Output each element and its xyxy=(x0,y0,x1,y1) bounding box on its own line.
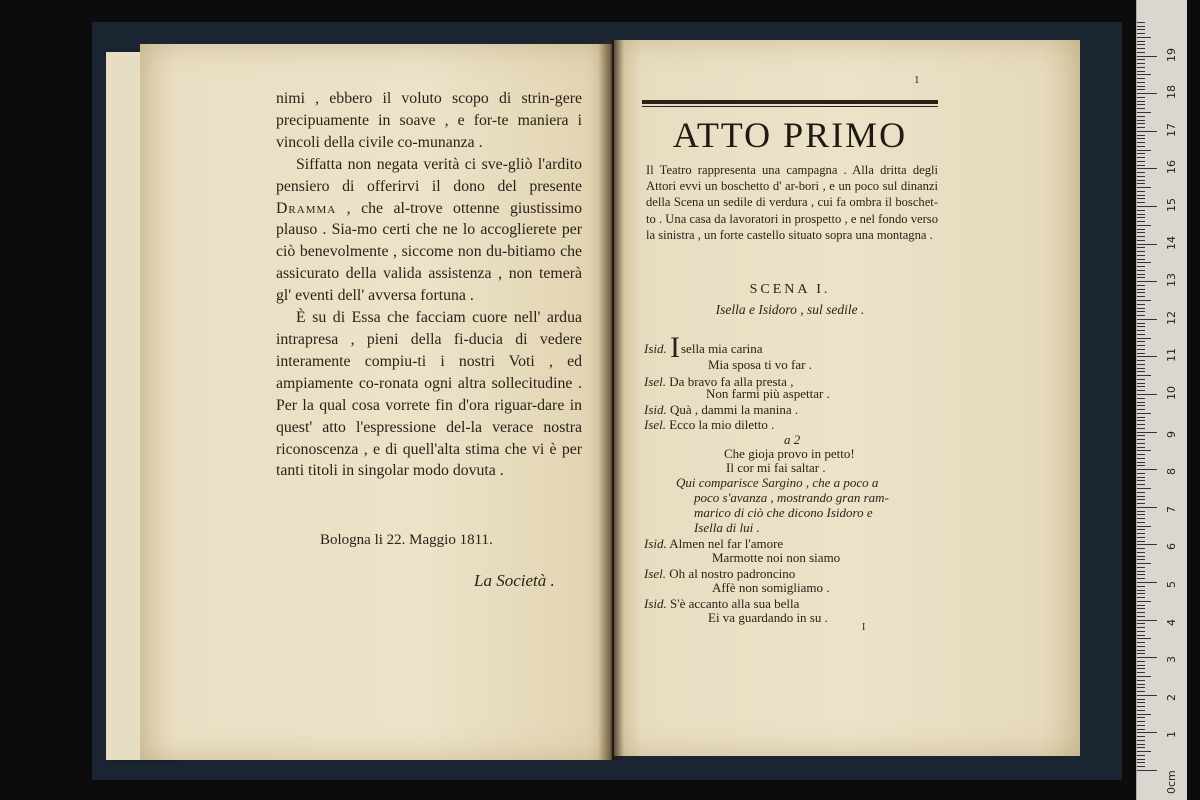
drop-cap: I xyxy=(670,331,680,364)
ruler-tick xyxy=(1137,97,1145,98)
ruler-tick xyxy=(1137,195,1145,196)
book-gutter xyxy=(598,40,624,760)
ruler-tick xyxy=(1137,620,1157,621)
ruler-tick xyxy=(1137,289,1145,290)
ruler-tick xyxy=(1137,480,1145,481)
ruler-tick xyxy=(1137,747,1145,748)
ruler-tick xyxy=(1137,78,1145,79)
dialogue-line: Isid. Almen nel far l'amore xyxy=(644,536,784,551)
ruler-tick xyxy=(1137,206,1157,207)
ruler-label: 13 xyxy=(1165,273,1178,288)
speaker: Isel. xyxy=(644,417,667,432)
ruler-tick xyxy=(1137,755,1145,756)
ruler-tick xyxy=(1137,665,1145,666)
speaker: Isel. xyxy=(644,374,667,389)
dialogue-line: Isel. Ecco la mio diletto . xyxy=(644,417,775,432)
ruler-tick xyxy=(1137,104,1145,105)
ruler-tick xyxy=(1137,161,1145,162)
ruler-tick xyxy=(1137,608,1145,609)
ruler-tick xyxy=(1137,82,1145,83)
ruler-tick xyxy=(1137,702,1145,703)
ruler-tick xyxy=(1137,274,1145,275)
ruler-tick xyxy=(1137,511,1145,512)
ruler-tick xyxy=(1137,63,1145,64)
ruler-tick xyxy=(1137,202,1145,203)
small-caps-word: Dramma xyxy=(276,199,337,217)
ruler-tick xyxy=(1137,405,1145,406)
ruler-label: 8 xyxy=(1165,468,1178,476)
ruler-tick xyxy=(1137,236,1145,237)
ruler-tick xyxy=(1137,732,1157,733)
ruler-tick xyxy=(1137,529,1145,530)
ruler-tick xyxy=(1137,71,1145,72)
ruler-label: 0cm xyxy=(1165,770,1178,794)
ruler-tick xyxy=(1137,684,1145,685)
stage-direction: Il Teatro rappresenta una campagna . Alla dritta degli Attori evvi un boschetto d' ar-bori , e un poco sul dinanzi della Scena un sedile di verdura , cui fa ombra il boschet-to . Una casa da lavoratori in prospetto , e nel fondo verso la sinistra , un forte castello situato sopra una montagna . xyxy=(646,163,938,242)
ruler-tick xyxy=(1137,770,1157,771)
ruler-tick xyxy=(1137,710,1145,711)
ruler-tick xyxy=(1137,390,1145,391)
ruler-tick xyxy=(1137,496,1145,497)
ruler-tick xyxy=(1137,341,1145,342)
ruler-tick xyxy=(1137,687,1145,688)
ruler-tick xyxy=(1137,402,1145,403)
ruler-tick xyxy=(1137,650,1145,651)
ruler-tick xyxy=(1137,217,1145,218)
ruler-label: 4 xyxy=(1165,618,1178,626)
ruler-label: 1 xyxy=(1165,731,1178,739)
ruler-tick xyxy=(1137,116,1145,117)
ruler-tick xyxy=(1137,67,1145,68)
ruler-tick xyxy=(1137,379,1145,380)
ruler-tick xyxy=(1137,146,1145,147)
ruler-tick xyxy=(1137,225,1151,226)
ruler-tick xyxy=(1137,41,1145,42)
ruler-tick xyxy=(1137,759,1145,760)
ruler-tick xyxy=(1137,345,1145,346)
ruler-tick xyxy=(1137,394,1157,395)
ruler-tick xyxy=(1137,578,1145,579)
ruler-tick xyxy=(1137,127,1145,128)
ruler-tick xyxy=(1137,695,1157,696)
ruler-tick xyxy=(1137,44,1145,45)
paragraph: nimi , ebbero il voluto scopo di strin-gere precipuamente in soave , e for-te maniera i vincoli della civile co-munanza . xyxy=(276,90,582,151)
ruler-label: 17 xyxy=(1165,122,1178,137)
ruler-tick xyxy=(1137,281,1157,282)
ruler-tick xyxy=(1137,59,1145,60)
ruler-tick xyxy=(1137,518,1145,519)
ruler-tick xyxy=(1137,26,1145,27)
ruler-tick xyxy=(1137,657,1157,658)
ruler-tick xyxy=(1137,473,1145,474)
ruler-tick xyxy=(1137,123,1145,124)
ruler-tick xyxy=(1137,635,1145,636)
ruler-tick xyxy=(1137,661,1145,662)
ruler-tick xyxy=(1137,356,1157,357)
ruler-label: 18 xyxy=(1165,85,1178,100)
ruler-tick xyxy=(1137,270,1145,271)
ruler-tick xyxy=(1137,450,1151,451)
ruler-tick xyxy=(1137,706,1145,707)
ruler-tick xyxy=(1137,311,1145,312)
ruler-tick xyxy=(1137,590,1145,591)
ruler-tick xyxy=(1137,300,1151,301)
ruler-label: 19 xyxy=(1165,47,1178,62)
ruler-label: 2 xyxy=(1165,693,1178,701)
ruler-tick xyxy=(1137,556,1145,557)
paragraph: È su di Essa che facciam cuore nell' ardua intrapresa , pieni della fi-ducia di vedere interamente compiu-ti i nostri Voti , ed ampiamente co-ronata ogni altra sollecitudine . Per la qual cosa vorrete fin d'ora riguar-dare in quest' atto l'espressione del-la verace nostra riconoscenza , e di quell'alta stima che vi è per tanti titoli in singolar modo dovuta . xyxy=(276,309,582,480)
ruler-tick xyxy=(1137,526,1151,527)
ruler-label: 14 xyxy=(1165,235,1178,250)
ruler-tick xyxy=(1137,29,1145,30)
ruler-tick xyxy=(1137,172,1145,173)
ruler-tick xyxy=(1137,428,1145,429)
ruler-tick xyxy=(1137,108,1145,109)
ruler-tick xyxy=(1137,563,1151,564)
ruler-label: 6 xyxy=(1165,543,1178,551)
dialogue-line: Ei va guardando in su . xyxy=(708,610,828,625)
ruler-tick xyxy=(1137,691,1145,692)
ruler-tick xyxy=(1137,368,1145,369)
ruler-tick xyxy=(1137,74,1151,75)
ruler-tick xyxy=(1137,247,1145,248)
ruler-tick xyxy=(1137,582,1157,583)
scene-heading: SCENA I. xyxy=(749,282,831,297)
ruler-tick xyxy=(1137,413,1151,414)
ruler-tick xyxy=(1137,142,1145,143)
ruler-tick xyxy=(1137,153,1145,154)
ruler-tick xyxy=(1137,353,1145,354)
ruler-tick xyxy=(1137,168,1157,169)
dialogue-line: Isid. Quà , dammi la manina . xyxy=(644,402,799,417)
ruler-tick xyxy=(1137,462,1145,463)
ruler-tick xyxy=(1137,56,1157,57)
ruler-tick xyxy=(1137,255,1145,256)
ruler-tick xyxy=(1137,616,1145,617)
ruler-tick xyxy=(1137,232,1145,233)
ruler-tick xyxy=(1137,131,1157,132)
dialogue-line: Isel. Oh al nostro padroncino xyxy=(644,566,796,581)
ruler-tick xyxy=(1137,465,1145,466)
ruler-tick xyxy=(1137,334,1145,335)
ruler-tick xyxy=(1137,360,1145,361)
ruler-tick xyxy=(1137,251,1145,252)
dialogue-line: Affè non somigliamo . xyxy=(712,580,830,595)
ruler-label: 10 xyxy=(1165,386,1178,400)
ruler-tick xyxy=(1137,417,1145,418)
ruler-tick xyxy=(1137,266,1145,267)
ruler-tick xyxy=(1137,37,1151,38)
ruler-tick xyxy=(1137,383,1145,384)
dialogue-line: Non farmi più aspettar . xyxy=(706,386,830,401)
ruler-tick xyxy=(1137,514,1145,515)
ruler-tick xyxy=(1137,262,1151,263)
speaker: Isid. xyxy=(644,596,667,611)
ruler-tick xyxy=(1137,601,1151,602)
ruler-tick xyxy=(1137,454,1145,455)
speaker: Isid. xyxy=(644,402,667,417)
header-rule xyxy=(642,100,938,104)
left-page-text xyxy=(276,88,582,482)
stage-note: poco s'avanza , mostrando gran ram- xyxy=(694,490,889,505)
ruler-tick xyxy=(1137,22,1145,23)
ruler-tick xyxy=(1137,469,1157,470)
ruler-tick xyxy=(1137,187,1151,188)
ruler-tick xyxy=(1137,375,1151,376)
ruler-label: 3 xyxy=(1165,656,1178,664)
ruler-tick xyxy=(1137,680,1145,681)
ruler-tick xyxy=(1137,364,1145,365)
ruler-tick xyxy=(1137,308,1145,309)
signature: La Società . xyxy=(474,571,555,590)
ruler-tick xyxy=(1137,699,1145,700)
ruler-tick xyxy=(1137,244,1157,245)
ruler-tick xyxy=(1137,627,1145,628)
ruler-label: 9 xyxy=(1165,430,1178,438)
ruler-tick xyxy=(1137,537,1145,538)
ruler-tick xyxy=(1137,751,1151,752)
ruler-tick xyxy=(1137,435,1145,436)
ruler-label: 16 xyxy=(1165,160,1178,175)
ruler-tick xyxy=(1137,544,1157,545)
ruler-tick xyxy=(1137,101,1145,102)
ruler-tick xyxy=(1137,533,1145,534)
ruler-tick xyxy=(1137,304,1145,305)
ruler-tick xyxy=(1137,488,1151,489)
ruler-tick xyxy=(1137,714,1151,715)
ruler-label: 7 xyxy=(1165,505,1178,513)
paragraph: Siffatta non negata verità ci sve-gliò l'ardito pensiero di offerirvi il dono del presente Dramma , che al-trove ottenne giustissimo plauso . Sia-mo certi che ne lo accoglierete per ciò benevolmente , siccome non du-bitiamo che assicurato della valida assistenza , non temerà gl' eventi dell' avversa fortuna . xyxy=(276,155,582,305)
ruler-tick xyxy=(1137,424,1145,425)
ruler-tick xyxy=(1137,277,1145,278)
ruler-tick xyxy=(1137,371,1145,372)
ruler-tick xyxy=(1137,210,1145,211)
ruler-tick xyxy=(1137,717,1145,718)
ruler-tick xyxy=(1137,398,1145,399)
ruler-tick xyxy=(1137,330,1145,331)
ruler-tick xyxy=(1137,86,1145,87)
ruler-tick xyxy=(1137,33,1145,34)
ruler-tick xyxy=(1137,541,1145,542)
ruler-tick xyxy=(1137,214,1145,215)
ruler-tick xyxy=(1137,326,1145,327)
ruler-tick xyxy=(1137,157,1145,158)
dialogue-line: Isel. Da bravo fa alla presta , xyxy=(644,374,794,389)
ruler-tick xyxy=(1137,183,1145,184)
ruler-tick xyxy=(1137,93,1157,94)
act-title: ATTO PRIMO xyxy=(672,115,908,155)
ruler-tick xyxy=(1137,349,1145,350)
ruler-tick xyxy=(1137,285,1145,286)
ruler-tick xyxy=(1137,198,1145,199)
ruler-tick xyxy=(1137,638,1151,639)
ruler-label: 12 xyxy=(1165,310,1178,325)
dialogue-line: Isid. Isella mia carina xyxy=(644,331,763,364)
ruler-tick xyxy=(1137,432,1157,433)
ruler-tick xyxy=(1137,135,1145,136)
speaker: Isid. xyxy=(644,536,667,551)
ruler-tick xyxy=(1137,548,1145,549)
ruler-tick xyxy=(1137,447,1145,448)
scene-persons: Isella e Isidoro , sul sedile . xyxy=(715,302,865,317)
ruler-tick xyxy=(1137,221,1145,222)
ruler-tick xyxy=(1137,642,1145,643)
ruler-tick xyxy=(1137,409,1145,410)
dateline: Bologna li 22. Maggio 1811. xyxy=(320,532,493,548)
dialogue-line: Che gioja provo in petto! xyxy=(724,446,855,461)
ruler-tick xyxy=(1137,120,1145,121)
ruler-tick xyxy=(1137,653,1145,654)
ruler-tick xyxy=(1137,180,1145,181)
ruler-tick xyxy=(1137,725,1145,726)
ruler-tick xyxy=(1137,574,1145,575)
ruler-tick xyxy=(1137,484,1145,485)
ruler-tick xyxy=(1137,89,1145,90)
ruler-tick xyxy=(1137,672,1145,673)
ruler-tick xyxy=(1137,176,1145,177)
ruler-tick xyxy=(1137,552,1145,553)
dialogue-line: Isid. S'è accanto alla sua bella xyxy=(644,596,800,611)
ruler-tick xyxy=(1137,762,1145,763)
ruler-tick xyxy=(1137,150,1151,151)
dialogue-line: Marmotte noi non siamo xyxy=(712,550,841,565)
dialogue-line: Mia sposa ti vo far . xyxy=(708,357,812,372)
ruler-tick xyxy=(1137,292,1145,293)
ruler-tick xyxy=(1137,766,1145,767)
ruler-tick xyxy=(1137,443,1145,444)
ruler-tick xyxy=(1137,319,1157,320)
stage-note: Qui comparisce Sargino , che a poco a xyxy=(676,475,879,490)
ruler-tick xyxy=(1137,507,1157,508)
ruler-tick xyxy=(1137,597,1145,598)
ruler-tick xyxy=(1137,623,1145,624)
ruler-tick xyxy=(1137,48,1145,49)
ruler-tick xyxy=(1137,386,1145,387)
ruler-tick xyxy=(1137,259,1145,260)
measurement-ruler xyxy=(1136,0,1187,800)
ruler-label: 11 xyxy=(1165,348,1178,363)
ruler-tick xyxy=(1137,729,1145,730)
dialogue-line: a 2 xyxy=(784,432,801,447)
ruler-tick xyxy=(1137,567,1145,568)
ruler-tick xyxy=(1137,593,1145,594)
ruler-tick xyxy=(1137,492,1145,493)
ruler-tick xyxy=(1137,439,1145,440)
ruler-tick xyxy=(1137,586,1145,587)
ruler-tick xyxy=(1137,52,1145,53)
dialogue-line: Il cor mi fai saltar . xyxy=(726,460,826,475)
ruler-tick xyxy=(1137,240,1145,241)
stage-note: marico di ciò che dicono Isidoro e xyxy=(694,505,873,520)
ruler-tick xyxy=(1137,323,1145,324)
ruler-tick xyxy=(1137,646,1145,647)
ruler-tick xyxy=(1137,668,1145,669)
header-rule-thin xyxy=(642,106,938,107)
ruler-tick xyxy=(1137,420,1145,421)
stage-note: Isella di lui . xyxy=(694,520,760,535)
signature-mark: I xyxy=(862,622,866,633)
ruler-tick xyxy=(1137,503,1145,504)
ruler-tick xyxy=(1137,744,1145,745)
ruler-tick xyxy=(1137,229,1145,230)
speaker: Isel. xyxy=(644,566,667,581)
ruler-tick xyxy=(1137,721,1145,722)
ruler-tick xyxy=(1137,676,1151,677)
ruler-tick xyxy=(1137,559,1145,560)
page-number: 1 xyxy=(914,74,920,86)
ruler-tick xyxy=(1137,499,1145,500)
ruler-tick xyxy=(1137,571,1145,572)
ruler-tick xyxy=(1137,631,1145,632)
ruler-tick xyxy=(1137,138,1145,139)
ruler-tick xyxy=(1137,458,1145,459)
speaker: Isid. xyxy=(644,341,667,356)
ruler-tick xyxy=(1137,338,1151,339)
ruler-tick xyxy=(1137,736,1145,737)
ruler-tick xyxy=(1137,605,1145,606)
ruler-tick xyxy=(1137,112,1151,113)
ruler-tick xyxy=(1137,522,1145,523)
ruler-tick xyxy=(1137,296,1145,297)
ruler-tick xyxy=(1137,612,1145,613)
ruler-tick xyxy=(1137,477,1145,478)
ruler-tick xyxy=(1137,165,1145,166)
ruler-label: 5 xyxy=(1165,581,1178,588)
ruler-label: 15 xyxy=(1165,198,1178,212)
ruler-tick xyxy=(1137,315,1145,316)
ruler-tick xyxy=(1137,191,1145,192)
ruler-tick xyxy=(1137,740,1145,741)
